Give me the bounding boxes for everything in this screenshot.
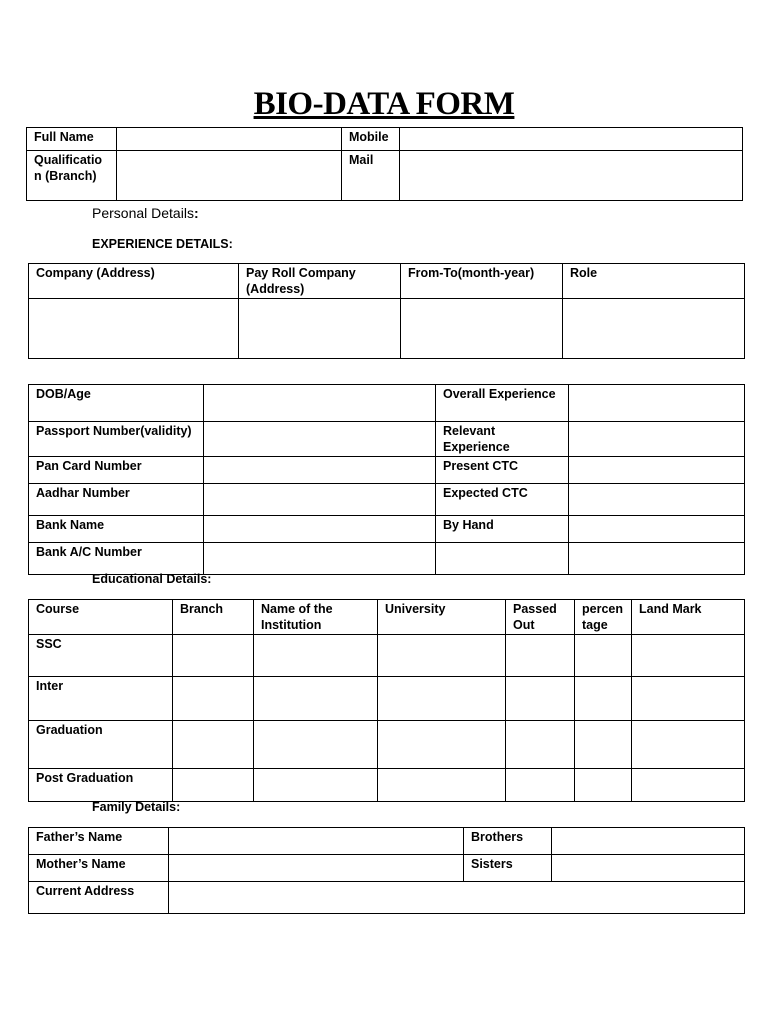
ssc-university-field[interactable]: [378, 635, 506, 677]
inter-branch-field[interactable]: [173, 677, 254, 721]
header-university: University: [378, 600, 506, 635]
passport-number-label: Passport Number(validity): [29, 422, 204, 457]
header-percentage: percentage: [575, 600, 632, 635]
brothers-field[interactable]: [552, 828, 745, 855]
header-institution: Name of the Institution: [254, 600, 378, 635]
qualification-label: Qualification (Branch): [27, 151, 117, 201]
mobile-label: Mobile: [342, 128, 400, 151]
aadhar-number-field[interactable]: [204, 484, 436, 516]
dob-age-field[interactable]: [204, 385, 436, 422]
bank-name-field[interactable]: [204, 516, 436, 543]
by-hand-field[interactable]: [569, 516, 745, 543]
graduation-institution-field[interactable]: [254, 721, 378, 769]
bank-account-field[interactable]: [204, 543, 436, 575]
experience-table: [28, 263, 745, 359]
full-name-field[interactable]: [117, 128, 342, 151]
graduation-passed-out-field[interactable]: [506, 721, 575, 769]
overall-experience-field[interactable]: [569, 385, 745, 422]
inter-percentage-field[interactable]: [575, 677, 632, 721]
empty-field[interactable]: [569, 543, 745, 575]
family-details-heading: Family Details:: [92, 800, 181, 814]
qualification-field[interactable]: [117, 151, 342, 201]
personal-details-heading: Personal Details:: [92, 205, 199, 221]
ssc-institution-field[interactable]: [254, 635, 378, 677]
sisters-label: Sisters: [464, 855, 552, 882]
dob-age-label: DOB/Age: [29, 385, 204, 422]
personal-info-table: [28, 384, 745, 575]
ssc-branch-field[interactable]: [173, 635, 254, 677]
mothers-name-label: Mother’s Name: [29, 855, 169, 882]
pg-passed-out-field[interactable]: [506, 769, 575, 802]
payroll-company-field[interactable]: [239, 299, 401, 359]
from-to-field[interactable]: [401, 299, 563, 359]
relevant-experience-field[interactable]: [569, 422, 745, 457]
experience-details-heading: EXPERIENCE DETAILS:: [92, 237, 233, 251]
pan-card-field[interactable]: [204, 457, 436, 484]
mail-label: Mail: [342, 151, 400, 201]
ssc-land-mark-field[interactable]: [632, 635, 745, 677]
course-ssc: SSC: [29, 635, 173, 677]
header-role: Role: [563, 264, 745, 299]
mail-field[interactable]: [400, 151, 743, 201]
educational-details-heading: Educational Details:: [92, 572, 212, 586]
inter-institution-field[interactable]: [254, 677, 378, 721]
full-name-label: Full Name: [27, 128, 117, 151]
header-company: Company (Address): [29, 264, 239, 299]
header-course: Course: [29, 600, 173, 635]
relevant-experience-label: Relevant Experience: [436, 422, 569, 457]
current-address-field[interactable]: [169, 882, 745, 914]
aadhar-number-label: Aadhar Number: [29, 484, 204, 516]
by-hand-label: By Hand: [436, 516, 569, 543]
ssc-passed-out-field[interactable]: [506, 635, 575, 677]
inter-university-field[interactable]: [378, 677, 506, 721]
pg-percentage-field[interactable]: [575, 769, 632, 802]
pg-land-mark-field[interactable]: [632, 769, 745, 802]
identity-table: [26, 127, 743, 201]
present-ctc-label: Present CTC: [436, 457, 569, 484]
header-land-mark: Land Mark: [632, 600, 745, 635]
course-graduation: Graduation: [29, 721, 173, 769]
fathers-name-label: Father’s Name: [29, 828, 169, 855]
overall-experience-label: Overall Experience: [436, 385, 569, 422]
education-table: [28, 599, 745, 802]
inter-land-mark-field[interactable]: [632, 677, 745, 721]
header-payroll-company: Pay Roll Company (Address): [239, 264, 401, 299]
course-post-graduation: Post Graduation: [29, 769, 173, 802]
brothers-label: Brothers: [464, 828, 552, 855]
current-address-label: Current Address: [29, 882, 169, 914]
ssc-percentage-field[interactable]: [575, 635, 632, 677]
inter-passed-out-field[interactable]: [506, 677, 575, 721]
company-field[interactable]: [29, 299, 239, 359]
bank-name-label: Bank Name: [29, 516, 204, 543]
header-branch: Branch: [173, 600, 254, 635]
family-table: [28, 827, 745, 914]
expected-ctc-label: Expected CTC: [436, 484, 569, 516]
graduation-percentage-field[interactable]: [575, 721, 632, 769]
mobile-field[interactable]: [400, 128, 743, 151]
graduation-land-mark-field[interactable]: [632, 721, 745, 769]
passport-number-field[interactable]: [204, 422, 436, 457]
bank-account-label: Bank A/C Number: [29, 543, 204, 575]
graduation-branch-field[interactable]: [173, 721, 254, 769]
empty-label: [436, 543, 569, 575]
pg-branch-field[interactable]: [173, 769, 254, 802]
pg-university-field[interactable]: [378, 769, 506, 802]
sisters-field[interactable]: [552, 855, 745, 882]
role-field[interactable]: [563, 299, 745, 359]
pan-card-label: Pan Card Number: [29, 457, 204, 484]
course-inter: Inter: [29, 677, 173, 721]
graduation-university-field[interactable]: [378, 721, 506, 769]
header-passed-out: Passed Out: [506, 600, 575, 635]
form-title: BIO-DATA FORM: [253, 86, 515, 122]
fathers-name-field[interactable]: [169, 828, 464, 855]
pg-institution-field[interactable]: [254, 769, 378, 802]
mothers-name-field[interactable]: [169, 855, 464, 882]
expected-ctc-field[interactable]: [569, 484, 745, 516]
present-ctc-field[interactable]: [569, 457, 745, 484]
header-from-to: From-To(month-year): [401, 264, 563, 299]
